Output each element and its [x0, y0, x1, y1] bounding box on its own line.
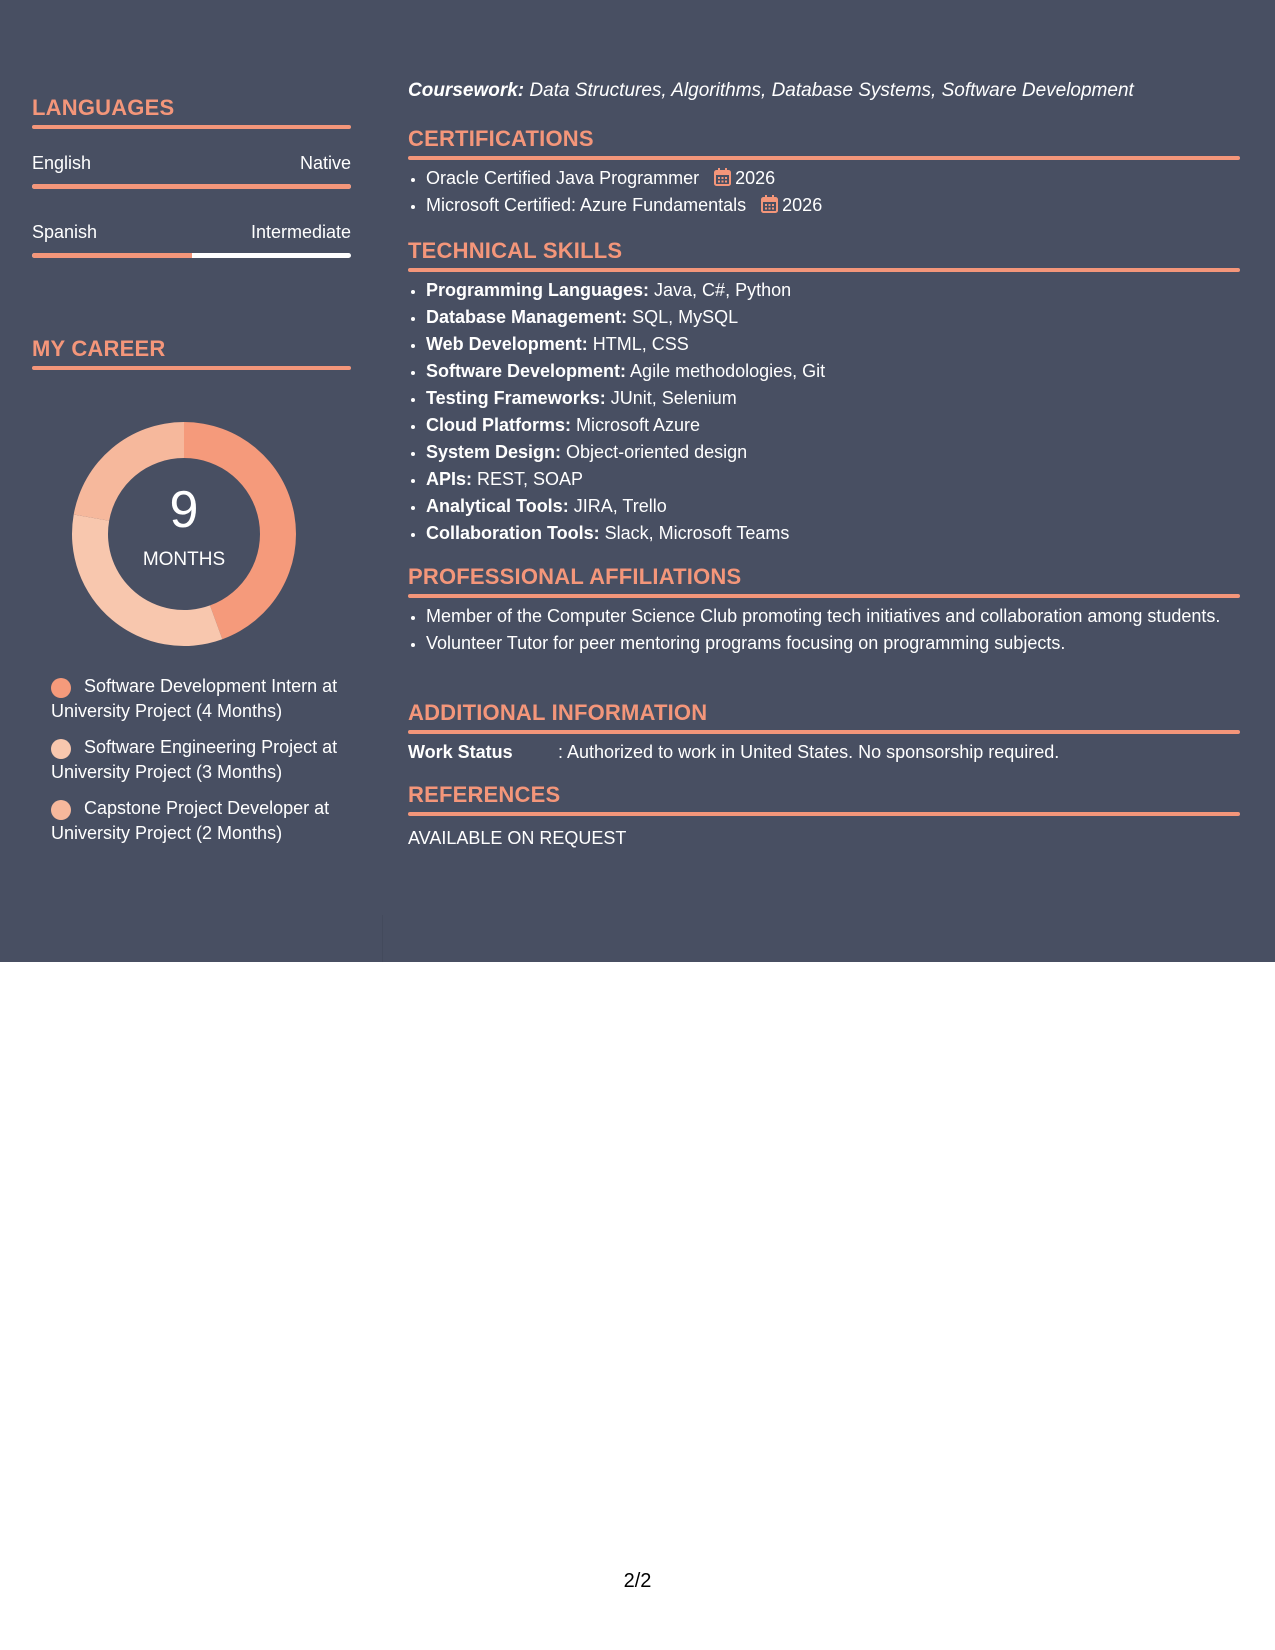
work-status-label: Work Status: [408, 742, 513, 762]
language-proficiency-bar: [32, 184, 351, 189]
skill-label: Collaboration Tools:: [426, 523, 600, 543]
calendar-icon: [761, 195, 778, 213]
language-row-spanish: [32, 222, 351, 282]
language-name: Spanish: [32, 222, 98, 242]
certification-item: [426, 166, 1240, 190]
certification-year: 2026: [782, 195, 823, 215]
references-title: REFERENCES: [408, 782, 561, 807]
additional-info-title: ADDITIONAL INFORMATION: [408, 700, 708, 725]
skill-item: [426, 494, 1240, 518]
career-title: MY CAREER: [32, 336, 166, 361]
skill-item: [426, 521, 1240, 545]
affiliations-list: [408, 604, 1240, 658]
certification-name: Microsoft Certified: Azure Fundamentals: [426, 195, 747, 215]
skill-item: [426, 467, 1240, 491]
technical-skills-rule: [408, 268, 1240, 272]
skill-value: Java, C#, Python: [649, 280, 792, 300]
language-proficiency-fill: [32, 184, 351, 189]
certification-year: 2026: [735, 168, 776, 188]
language-level: Intermediate: [250, 222, 351, 242]
skill-item: [426, 278, 1240, 302]
legend-dot: [51, 678, 71, 698]
work-status-row: [408, 742, 1059, 763]
skill-label: APIs:: [426, 469, 473, 489]
certifications-list: [408, 166, 1240, 220]
career-legend-label: Software Development Intern at University Project (4 Months): [51, 676, 338, 721]
legend-dot: [51, 739, 71, 759]
skill-label: System Design:: [426, 442, 562, 462]
skill-label: Software Development:: [426, 361, 627, 381]
career-legend-item: [51, 735, 351, 784]
skill-value: JUnit, Selenium: [605, 388, 737, 408]
skill-value: JIRA, Trello: [568, 496, 667, 516]
skill-label: Analytical Tools:: [426, 496, 569, 516]
language-level: Native: [299, 153, 351, 173]
skill-value: Object-oriented design: [561, 442, 748, 462]
skill-item: [426, 359, 1240, 383]
skill-item: [426, 440, 1240, 464]
languages-title: LANGUAGES: [32, 95, 175, 120]
skill-label: Web Development:: [426, 334, 588, 354]
affiliation-item: • Volunteer Tutor for peer mentoring programs focusing on programming subjects.: [426, 631, 1240, 655]
career-legend-item: [51, 796, 351, 845]
language-name: English: [32, 153, 92, 173]
certification-name: Oracle Certified Java Programmer: [426, 168, 700, 188]
career-total-unit: MONTHS: [142, 549, 226, 570]
skill-item: [426, 332, 1240, 356]
additional-info-rule: [408, 730, 1240, 734]
languages-rule: [32, 125, 351, 129]
references-rule: [408, 812, 1240, 816]
career-legend-item: [51, 674, 351, 723]
skill-value: HTML, CSS: [587, 334, 689, 354]
skill-value: Microsoft Azure: [571, 415, 701, 435]
language-row-english: [32, 153, 351, 213]
affiliation-item: • Member of the Computer Science Club promoting tech initiatives and collaboration among students.: [426, 604, 1240, 628]
skill-value: Agile methodologies, Git: [626, 361, 826, 381]
career-legend-label: Software Engineering Project at University Project (3 Months): [51, 737, 338, 782]
legend-dot: [51, 800, 71, 820]
coursework-text: Data Structures, Algorithms, Database Systems, Software Development: [524, 80, 1134, 101]
calendar-icon: [714, 168, 731, 186]
language-proficiency-bar: [32, 253, 351, 258]
career-total-value: 9: [169, 481, 199, 539]
affiliations-title: PROFESSIONAL AFFILIATIONS: [408, 564, 742, 589]
skill-item: [426, 386, 1240, 410]
skill-item: [426, 413, 1240, 437]
certifications-title: CERTIFICATIONS: [408, 126, 594, 151]
technical-skills-title: TECHNICAL SKILLS: [408, 238, 623, 263]
career-legend: [51, 674, 351, 857]
language-proficiency-fill: [32, 253, 192, 258]
technical-skills-list: [408, 278, 1240, 548]
skill-value: SQL, MySQL: [627, 307, 739, 327]
coursework-line: [408, 80, 1134, 102]
skill-item: [426, 305, 1240, 329]
column-divider: [382, 915, 383, 962]
work-status-value: : Authorized to work in United States. No sponsorship required.: [558, 742, 1060, 762]
certification-item: [426, 193, 1240, 217]
page-number: 2/2: [623, 1570, 652, 1592]
coursework-label: Coursework:: [408, 80, 525, 101]
skill-value: REST, SOAP: [472, 469, 584, 489]
affiliations-rule: [408, 594, 1240, 598]
skill-value: Slack, Microsoft Teams: [599, 523, 790, 543]
references-text: AVAILABLE ON REQUEST: [408, 828, 627, 848]
skill-label: Cloud Platforms:: [426, 415, 572, 435]
career-rule: [32, 366, 351, 370]
skill-label: Testing Frameworks:: [426, 388, 606, 408]
career-legend-label: Capstone Project Developer at University Project (2 Months): [51, 798, 330, 843]
certifications-rule: [408, 156, 1240, 160]
skill-label: Programming Languages:: [426, 280, 650, 300]
skill-label: Database Management:: [426, 307, 628, 327]
